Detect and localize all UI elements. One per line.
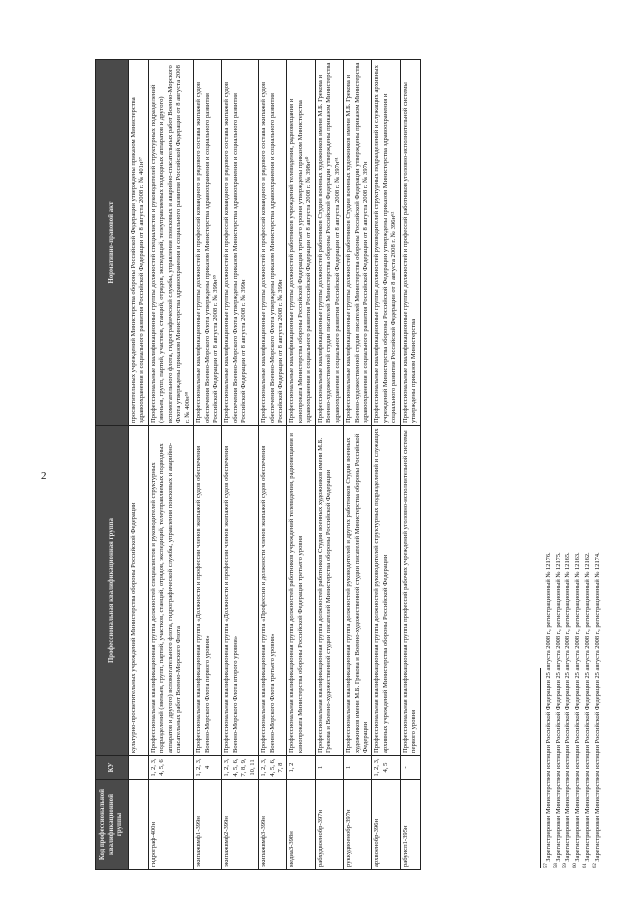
table-row bbox=[287, 60, 315, 870]
table-header-row bbox=[96, 60, 129, 870]
cell-act: Профессиональные квалификационные группы должностей работников Студии военных художников имени М.Б. Грекова и Военно-художественной студии писателей Министерства обороны Российской Федерации утверждены приказом Министерства здравоохранения и социального развития Российской Федерации от 8 августа 2008 г. № 397н⁶¹ bbox=[315, 60, 343, 426]
table-row bbox=[129, 60, 149, 870]
cell-code: экипажвмф2-399н bbox=[222, 780, 259, 870]
cell-code bbox=[129, 780, 149, 870]
footnote-item bbox=[544, 68, 554, 868]
cell-ku: 1 bbox=[344, 756, 372, 780]
table-row bbox=[148, 60, 193, 870]
cell-ku: 1, 2, 3, 4 bbox=[194, 756, 222, 780]
cell-code: экипажвмф3-399н bbox=[259, 780, 287, 870]
table-row bbox=[344, 60, 372, 870]
footnote-item bbox=[583, 68, 593, 868]
cell-ku: 1, 2, 3, 4, 5 bbox=[372, 756, 400, 780]
cell-ku: 1 bbox=[315, 756, 343, 780]
header-group: Профессиональная квалификационная группа bbox=[96, 426, 129, 756]
cell-act: Профессиональные квалификационные группы должностей и профессий командного и рядового состава экипажей судов обеспечения Военно-Морского Флота утверждены приказом Министерства здравоохранения и социального развития Российской Федерации от 8 августа 2008 г. № 399н bbox=[259, 60, 287, 426]
cell-group: Профессиональная квалификационная группа должностей специалистов и руководителей структурных подразделений (звеньев, групп, партий, участков, станций, отрядов, экспедиций, телеуправляемых подводных аппаратов и другого) вспомогательного флота, гидрографической службы, управления поисковых и аварийно-спасательных работ Военно-Морского Флота bbox=[148, 426, 193, 756]
footnote-text: Зарегистрирован Министерством юстиции Российской Федерации 25 августа 2008 г., регистрационный № 12176. bbox=[545, 552, 553, 862]
table-body bbox=[129, 60, 421, 870]
table-row bbox=[315, 60, 343, 870]
footnote-text: Зарегистрирован Министерством юстиции Российской Федерации 25 августа 2008 г., регистрационный № 12174. bbox=[593, 552, 601, 862]
table-row bbox=[194, 60, 222, 870]
cell-ku: 1, 2, 3, 4, 5, 6, 7, 8, 9, 10, 11 bbox=[222, 756, 259, 780]
cell-group: Профессиональная квалификационная группа должностей руководителей и других работников Студии военных художников имени М.Б. Грекова и Военно-художественной студии писателей Министерства обороны Российской Федерации bbox=[344, 426, 372, 756]
footnote-item bbox=[563, 68, 573, 868]
footnote-number: 57 bbox=[544, 863, 549, 868]
cell-ku: - bbox=[400, 756, 420, 780]
cell-code: рабуисп1-395н bbox=[400, 780, 420, 870]
footnote-number: 61 bbox=[582, 863, 588, 868]
cell-group: культурно-просветительных учреждений Министерства обороны Российской Федерации bbox=[129, 426, 149, 756]
cell-group: Профессиональная квалификационная группа должностей работников учреждений телевидения, радиовещания и кинопроката Министерства обороны Российской Федерации третьего уровня bbox=[287, 426, 315, 756]
header-code: Код профессиональной квалификационной группы bbox=[96, 780, 129, 870]
footnote-number: 58 bbox=[553, 863, 559, 868]
cell-ku: 1, 2, 3, 4, 5, 6, 7, 8 bbox=[259, 756, 287, 780]
cell-code: медиаЗ-398н bbox=[287, 780, 315, 870]
footnotes bbox=[540, 68, 602, 868]
table-row bbox=[400, 60, 420, 870]
classification-table bbox=[95, 59, 421, 870]
cell-code: рабхудвоенобр-397н bbox=[315, 780, 343, 870]
cell-code: экипажвмф1-399н bbox=[194, 780, 222, 870]
cell-act: Профессиональные квалификационные группы должностей и профессий командного и рядового состава экипажей судов обеспечения Военно-Морского Флота утверждены приказом Министерства здравоохранения и социального развития Российской Федерации от 8 августа 2008 г. № 399н⁵⁹ bbox=[194, 60, 222, 426]
cell-group: Профессиональная квалификационная группа «Профессии и должности членов экипажей судов обеспечения Военно-Морского Флота третьего уровня» bbox=[259, 426, 287, 756]
cell-group: Профессиональная квалификационная группа профессий рабочих учреждений уголовно-исполнительной системы первого уровня bbox=[400, 426, 420, 756]
cell-act: Профессиональные квалификационные группы должностей работников учреждений телевидения, радиовещания и кинопроката Министерства обороны Российской Федерации третьего уровня утверждены приказом Министерства здравоохранения и социального развития Российской Федерации от 8 августа 2008 г. № 398н⁶⁰ bbox=[287, 60, 315, 426]
cell-ku bbox=[129, 756, 149, 780]
footnote-text: Зарегистрирован Министерством юстиции Российской Федерации 25 августа 2008 г., регистрационный № 12175. bbox=[554, 552, 562, 862]
footnote-item bbox=[573, 68, 583, 868]
cell-group: Профессиональная квалификационная группа «Должности и профессии членов экипажей судов обеспечения Военно-Морского Флота второго уровня» bbox=[222, 426, 259, 756]
cell-code: руккудвоенобр-397н bbox=[344, 780, 372, 870]
footnote-number: 62 bbox=[592, 863, 598, 868]
table-row bbox=[372, 60, 400, 870]
footnote-item bbox=[554, 68, 564, 868]
cell-group: Профессиональная квалификационная группа должностей руководителей структурных подразделений и служащих архивных учреждений Министерства обороны Российской Федерации bbox=[372, 426, 400, 756]
footnote-list bbox=[544, 68, 602, 868]
footnote-text: Зарегистрирован Министерством юстиции Российской Федерации 25 августа 2008 г., регистрационный № 12163. bbox=[574, 552, 582, 862]
footnote-number: 59 bbox=[563, 863, 569, 868]
cell-act: Профессиональные квалификационные группы должностей и профессий командного и рядового состава экипажей судов обеспечения Военно-Морского Флота утверждены приказом Министерства здравоохранения и социального развития Российской Федерации от 8 августа 2008 г. № 399н bbox=[222, 60, 259, 426]
cell-act: просветительных учреждений Министерства обороны Российской Федерации утверждены приказом Министерства здравоохранения и социального развития Российской Федерации от 8 августа 2008 г. № 401н⁵⁷ bbox=[129, 60, 149, 426]
cell-ku: 1, 2 bbox=[287, 756, 315, 780]
table-row bbox=[222, 60, 259, 870]
page-number: 2 bbox=[41, 470, 47, 482]
rotated-document bbox=[0, 30, 640, 880]
footnote-divider bbox=[540, 668, 541, 868]
cell-code: гидрограф-400н bbox=[148, 780, 193, 870]
footnote-text: Зарегистрирован Министерством юстиции Российской Федерации 25 августа 2008 г., регистрационный № 12165. bbox=[564, 552, 572, 862]
cell-group: Профессиональная квалификационная группа должностей работников Студии военных художников имени М.Б. Грекова и Военно-художественной студии писателей Министерства обороны Российской Федерации bbox=[315, 426, 343, 756]
cell-ku: 1, 2, 3, 4, 5, 6 bbox=[148, 756, 193, 780]
cell-act: Профессиональные квалификационные группы должностей и профессий работников уголовно-исполнительной системы утверждены приказом Министерства bbox=[400, 60, 420, 426]
cell-act: Профессиональные квалификационные группы должностей работников Студии военных художников имени М.Б. Грекова и Военно-художественной студии писателей Министерства обороны Российской Федерации утверждены приказом Министерства здравоохранения и социального развития Российской Федерации от 8 августа 2008 г. № 397н bbox=[344, 60, 372, 426]
footnote-text: Зарегистрирован Министерством юстиции Российской Федерации 25 августа 2008 г., регистрационный № 12162. bbox=[583, 552, 591, 862]
footnote-number: 60 bbox=[573, 863, 579, 868]
cell-act: Профессиональные квалификационные группы должностей руководителей структурных подразделений и служащих архивных учреждений Министерства обороны Российской Федерации утверждены приказом Министерства здравоохранения и социального развития Российской Федерации от 8 августа 2008 г. № 396н⁶² bbox=[372, 60, 400, 426]
table-row bbox=[259, 60, 287, 870]
header-act: Нормативно-правовой акт bbox=[96, 60, 129, 426]
footnote-item bbox=[593, 68, 603, 868]
cell-code: архвоенобр-396н bbox=[372, 780, 400, 870]
cell-act: Профессиональные квалификационные группы должностей специалистов и руководителей структурных подразделений (звеньев, групп, партий, участков, станций, отрядов, экспедиций, телеуправляемых подводных аппаратов и другого) вспомогательного флота, гидрографической службы, управления поисковых и аварийно-спасательных работ Военно-Морского Флота утверждены приказом Министерства здравоохранения и социального развития Российской Федерации от 8 августа 2008 г. № 400н⁵⁸ bbox=[148, 60, 193, 426]
header-ku: КУ bbox=[96, 756, 129, 780]
cell-group: Профессиональная квалификационная группа «Должности и профессии членов экипажей судов обеспечения Военно-Морского Флота первого уровня» bbox=[194, 426, 222, 756]
